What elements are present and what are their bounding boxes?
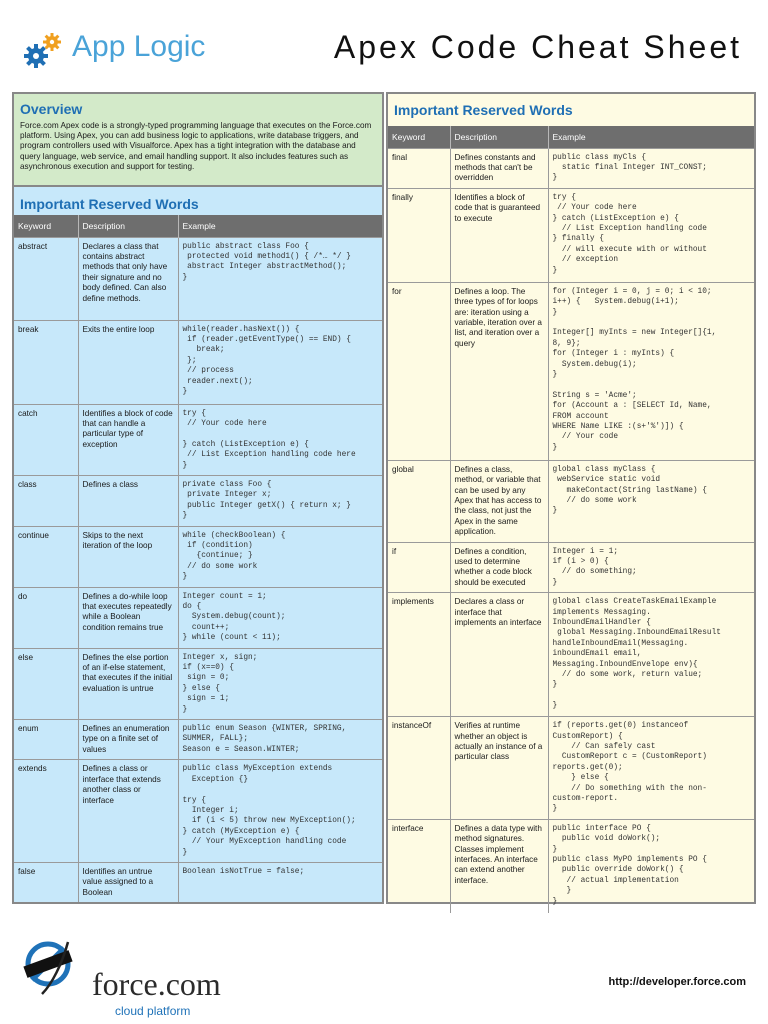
description-cell: Exits the entire loop (78, 320, 178, 404)
left-column (12, 92, 384, 904)
section-title: Important Reserved Words (20, 196, 199, 212)
description-cell: Defines the else portion of an if-else statement, that executes if the initial evaluation is untrue (78, 648, 178, 719)
example-cell: while (checkBoolean) { if (condition) {continue; } // do some work } (178, 526, 382, 587)
description-cell: Declares a class or interface that implements an interface (450, 593, 548, 717)
column-header-description: Description (78, 215, 178, 237)
table-row (388, 593, 754, 717)
description-cell: Defines a condition, used to determine whether a code block should be executed (450, 542, 548, 593)
table-row (14, 648, 382, 719)
keyword-cell: abstract (14, 237, 78, 320)
table-row (14, 320, 382, 404)
description-cell: Defines a do-while loop that executes repeatedly while a Boolean condition remains true (78, 587, 178, 648)
example-cell: public class myCls { static final Integer INT_CONST; } (548, 148, 754, 188)
keyword-cell: do (14, 587, 78, 648)
overview-text: Force.com Apex code is a strongly-typed programming language that executes on the Force.com platform. Using Apex, you can add business logic to applications, write database triggers, and program controllers used with Visualforce. Apex has a tight integration with the database and query language, web service, and email handling support. It also includes features such as asynchronous execution and support for testing. (20, 121, 372, 171)
example-cell: global class myClass { webService static void makeContact(String lastName) { // do some work } (548, 460, 754, 542)
column-header-example: Example (548, 126, 754, 148)
example-cell: try { // Your code here } catch (ListException e) { // List Exception handling code } finally { // will execute with or without // exception } (548, 188, 754, 282)
table-row (14, 760, 382, 863)
description-cell: Defines an enumeration type on a finite set of values (78, 720, 178, 760)
table-row (388, 188, 754, 282)
keyword-cell: for (388, 282, 450, 460)
table-row (14, 526, 382, 587)
reserved-words-table-left (14, 215, 382, 902)
keyword-cell: false (14, 862, 78, 902)
force-wordmark: force.com (92, 966, 221, 1002)
table-row (388, 717, 754, 820)
keyword-cell: implements (388, 593, 450, 717)
table-row (388, 542, 754, 593)
example-cell: for (Integer i = 0, j = 0; i < 10; i++) { System.debug(i+1); } Integer[] myInts = new Integer[]{1, 8, 9}; for (Integer i : myInts) { System.debug(i); } String s = 'Acme'; for (Account a : [SELECT Id, Name, FROM account WHERE Name LIKE :(s+'%')]) { // Your code } (548, 282, 754, 460)
brand-name: App Logic (72, 30, 206, 63)
keyword-cell: final (388, 148, 450, 188)
description-cell: Defines a class, method, or variable that can be used by any Apex that has access to the class, not just the Apex in the same application. (450, 460, 548, 542)
section-title: Important Reserved Words (394, 102, 573, 118)
description-cell: Defines a class (78, 475, 178, 526)
reserved-words-header-right (388, 94, 754, 126)
description-cell: Verifies at runtime whether an object is actually an instance of a particular class (450, 717, 548, 820)
example-cell: private class Foo { private Integer x; public Integer getX() { return x; } } (178, 475, 382, 526)
example-cell: public class MyException extends Exception {} try { Integer i; if (i < 5) throw new MyException(); } catch (MyException e) { // Your MyException handling code } (178, 760, 382, 863)
keyword-cell: finally (388, 188, 450, 282)
keyword-cell: instanceOf (388, 717, 450, 820)
page-header (0, 0, 768, 92)
example-cell: Integer count = 1; do { System.debug(count); count++; } while (count < 11); (178, 587, 382, 648)
column-header-description: Description (450, 126, 548, 148)
table-row (388, 148, 754, 188)
example-cell: public enum Season {WINTER, SPRING, SUMMER, FALL}; Season e = Season.WINTER; (178, 720, 382, 760)
example-cell: public abstract class Foo { protected void method1() { /*… */ } abstract Integer abstractMethod(); } (178, 237, 382, 320)
keyword-cell: if (388, 542, 450, 593)
page-footer (0, 906, 768, 1024)
column-header-example: Example (178, 215, 382, 237)
table-row (388, 282, 754, 460)
keyword-cell: break (14, 320, 78, 404)
description-cell: Defines a data type with method signatures. Classes implement interfaces. An interface can extend another interface. (450, 819, 548, 913)
example-cell: Boolean isNotTrue = false; (178, 862, 382, 902)
table-row (14, 587, 382, 648)
page-title: Apex Code Cheat Sheet (333, 29, 742, 65)
keyword-cell: enum (14, 720, 78, 760)
description-cell: Defines a class or interface that extends another class or interface (78, 760, 178, 863)
developer-url[interactable]: http://developer.force.com (608, 976, 746, 988)
force-logo (22, 934, 222, 1018)
description-cell: Defines constants and methods that can't be overridden (450, 148, 548, 188)
table-row (388, 819, 754, 913)
example-cell: while(reader.hasNext()) { if (reader.getEventType() == END) { break; }; // process reader.next(); } (178, 320, 382, 404)
example-cell: Integer i = 1; if (i > 0) { // do something; } (548, 542, 754, 593)
keyword-cell: global (388, 460, 450, 542)
table-row (14, 862, 382, 902)
keyword-cell: catch (14, 404, 78, 475)
description-cell: Identifies an untrue value assigned to a Boolean (78, 862, 178, 902)
example-cell: if (reports.get(0) instanceof CustomReport) { // Can safely cast CustomReport c = (CustomReport) reports.get(0); } else { // Do something with the non- custom-report. } (548, 717, 754, 820)
keyword-cell: extends (14, 760, 78, 863)
right-column (386, 92, 756, 904)
keyword-cell: interface (388, 819, 450, 913)
description-cell: Identifies a block of code that is guaranteed to execute (450, 188, 548, 282)
example-cell: Integer x, sign; if (x==0) { sign = 0; } else { sign = 1; } (178, 648, 382, 719)
example-cell: try { // Your code here } catch (ListException e) { // List Exception handling code here } (178, 404, 382, 475)
gears-icon (22, 30, 66, 70)
table-row (14, 475, 382, 526)
table-row (14, 237, 382, 320)
description-cell: Skips to the next iteration of the loop (78, 526, 178, 587)
keyword-cell: else (14, 648, 78, 719)
description-cell: Defines a loop. The three types of for loops are: iteration using a variable, iteration over a list, and iteration over a query (450, 282, 548, 460)
reserved-words-table-right (388, 126, 754, 913)
keyword-cell: class (14, 475, 78, 526)
table-header-row (14, 215, 382, 237)
table-row (14, 404, 382, 475)
overview-title: Overview (20, 101, 83, 117)
description-cell: Declares a class that contains abstract methods that only have their signature and no body defined. Can also define methods. (78, 237, 178, 320)
overview-section (14, 94, 382, 187)
example-cell: global class CreateTaskEmailExample implements Messaging. InboundEmailHandler { global Messaging.InboundEmailResult handleInboundEmail(Messaging. inboundEmail email, Messaging.InboundEnvelope env){ // do some work, return value; } } (548, 593, 754, 717)
table-row (388, 460, 754, 542)
software-badge-icon (22, 934, 82, 996)
force-tagline: cloud platform (115, 1004, 191, 1018)
keyword-cell: continue (14, 526, 78, 587)
column-header-keyword: Keyword (14, 215, 78, 237)
column-header-keyword: Keyword (388, 126, 450, 148)
example-cell: public interface PO { public void doWork(); } public class MyPO implements PO { public override doWork() { // actual implementation } } (548, 819, 754, 913)
table-header-row (388, 126, 754, 148)
description-cell: Identifies a block of code that can handle a particular type of exception (78, 404, 178, 475)
table-row (14, 720, 382, 760)
reserved-words-header-left (14, 187, 382, 215)
